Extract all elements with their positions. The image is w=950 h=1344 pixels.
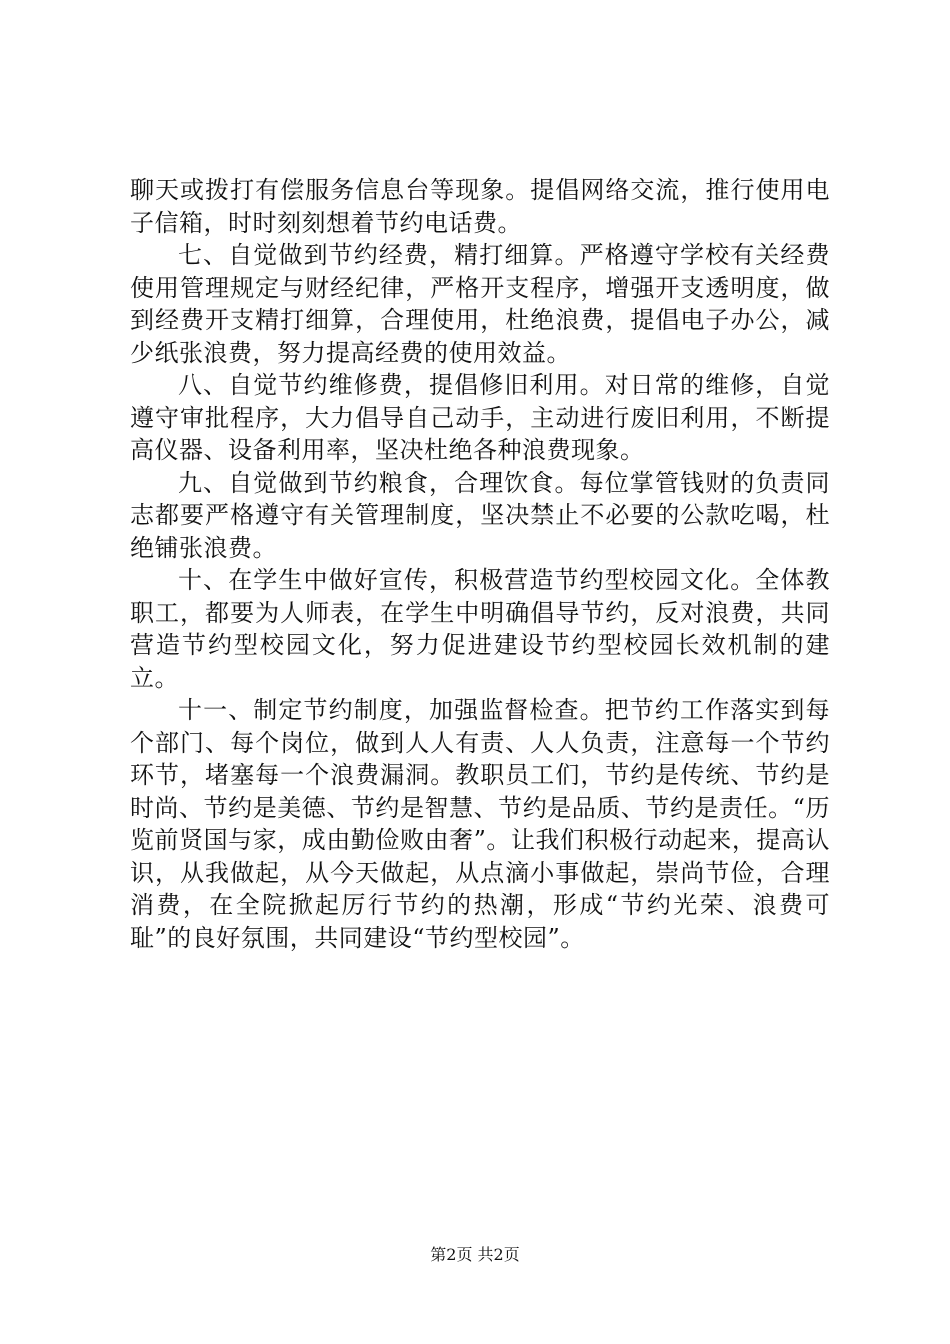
paragraph-item-9: 九、自觉做到节约粮食，合理饮食。每位掌管钱财的负责同志都要严格遵守有关管理制度，坚决禁止不必要的公款吃喝，杜绝铺张浪费。 bbox=[130, 468, 830, 562]
paragraph-continuation: 聊天或拨打有偿服务信息台等现象。提倡网络交流，推行使用电子信箱，时时刻刻想着节约电话费。 bbox=[130, 176, 830, 237]
paragraph-item-7: 七、自觉做到节约经费，精打细算。严格遵守学校有关经费使用管理规定与财经纪律，严格开支程序，增强开支透明度，做到经费开支精打细算，合理使用，杜绝浪费，提倡电子办公，减少纸张浪费，努力提高经费的使用效益。 bbox=[130, 241, 830, 367]
document-body bbox=[130, 174, 830, 954]
paragraph-item-11: 十一、制定节约制度，加强监督检查。把节约工作落实到每个部门、每个岗位，做到人人有责、人人负责，注意每一个节约环节，堵塞每一个浪费漏洞。教职员工们，节约是传统、节约是时尚、节约是美德、节约是智慧、节约是品质、节约是责任。“历览前贤国与家，成由勤俭败由奢”。让我们积极行动起来，提高认识，从我做起，从今天做起，从点滴小事做起，崇尚节俭，合理消费，在全院掀起厉行节约的热潮，形成“节约光荣、浪费可耻”的良好氛围，共同建设“节约型校园”。 bbox=[130, 696, 830, 952]
page-footer bbox=[0, 1245, 950, 1265]
paragraph-item-10: 十、在学生中做好宣传，积极营造节约型校园文化。全体教职工，都要为人师表，在学生中明确倡导节约，反对浪费，共同营造节约型校园文化，努力促进建设节约型校园长效机制的建立。 bbox=[130, 566, 830, 692]
paragraph-item-8: 八、自觉节约维修费，提倡修旧利用。对日常的维修，自觉遵守审批程序，大力倡导自己动手，主动进行废旧利用，不断提高仪器、设备利用率，坚决杜绝各种浪费现象。 bbox=[130, 371, 830, 464]
page-number-label: 第2页 共2页 bbox=[430, 1245, 520, 1264]
